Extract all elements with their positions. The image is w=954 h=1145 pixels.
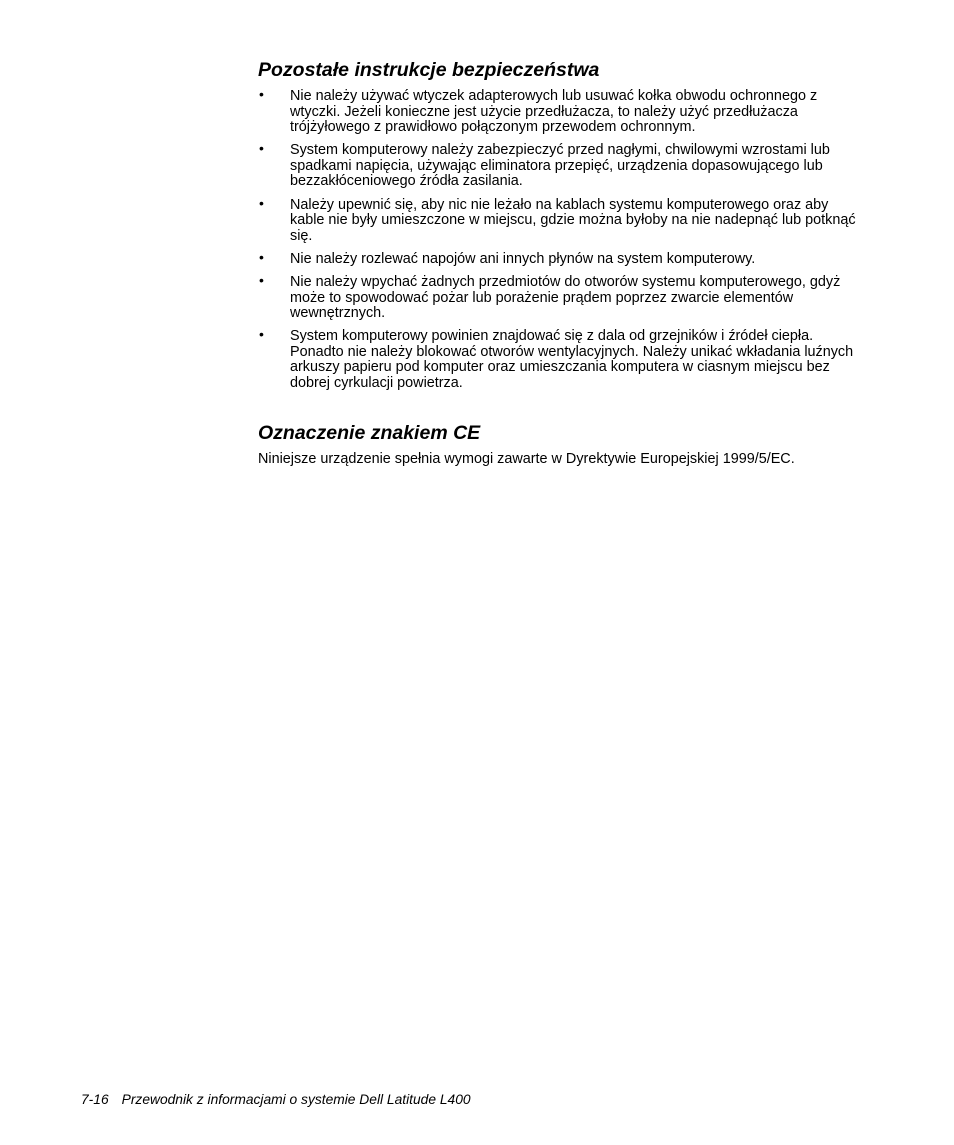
page-content: [258, 58, 858, 467]
list-item: [258, 194, 858, 245]
bullet-icon: •: [259, 86, 264, 102]
list-item: [258, 326, 858, 391]
safety-instructions-list: [258, 86, 858, 392]
bullet-icon: •: [259, 271, 264, 288]
section-heading-ce-marking: Oznaczenie znakiem CE: [258, 421, 481, 444]
ce-marking-paragraph: Niniejsze urządzenie spełnia wymogi zawarte w Dyrektywie Europejskiej 1999/5/EC.: [258, 450, 795, 467]
list-item-text: Nie należy wpychać żadnych przedmiotów do otworów systemu komputerowego, gdyż może to spowodować pożar lub porażenie prądem poprzez zwarcie elementów wewnętrznych.: [290, 273, 841, 322]
document-title: Przewodnik z informacjami o systemie Dell Latitude L400: [121, 1092, 471, 1107]
list-item-text: System komputerowy należy zabezpieczyć przed nagłymi, chwilowymi wzrostami lub spadkami napięcia, używając eliminatora przepięć, urządzenia dopasowującego lub bezzakłóceniowego źródła zasilania.: [290, 142, 830, 190]
list-item-text: System komputerowy powinien znajdować się z dala od grzejników i źródeł ciepła. Ponadto nie należy blokować otworów wentylacyjnych. Należy unikać wkładania luźnych arkuszy papieru pod komputer oraz umieszczania komputera w ciasnym miejscu bez dobrej cyrkulacji powietrza.: [290, 328, 854, 391]
bullet-icon: •: [259, 194, 264, 211]
bullet-icon: •: [259, 140, 264, 157]
list-item-text: Należy upewnić się, aby nic nie leżało na kablach systemu komputerowego oraz aby kable nie były umieszczone w miejscu, gdzie można byłoby na nie nadepnąć lub potknąć się.: [290, 196, 856, 244]
bullet-icon: •: [259, 248, 264, 265]
list-item: [258, 248, 858, 268]
list-item-text: Nie należy używać wtyczek adapterowych lub usuwać kołka obwodu ochronnego z wtyczki. Jeżeli konieczne jest użycie przedłużacza, to należy użyć przedłużacza trójżyłowego z prawidłowo połączonym przewodem ochronnym.: [290, 88, 818, 136]
list-item: [258, 86, 858, 136]
list-item: [258, 271, 858, 322]
list-item-text: Nie należy rozlewać napojów ani innych płynów na system komputerowy.: [290, 250, 756, 267]
list-item: [258, 140, 858, 190]
bullet-icon: •: [259, 326, 264, 343]
page-footer: [81, 1092, 471, 1108]
page-number: 7-16: [81, 1092, 109, 1107]
section-heading-safety: Pozostałe instrukcje bezpieczeństwa: [258, 59, 600, 81]
